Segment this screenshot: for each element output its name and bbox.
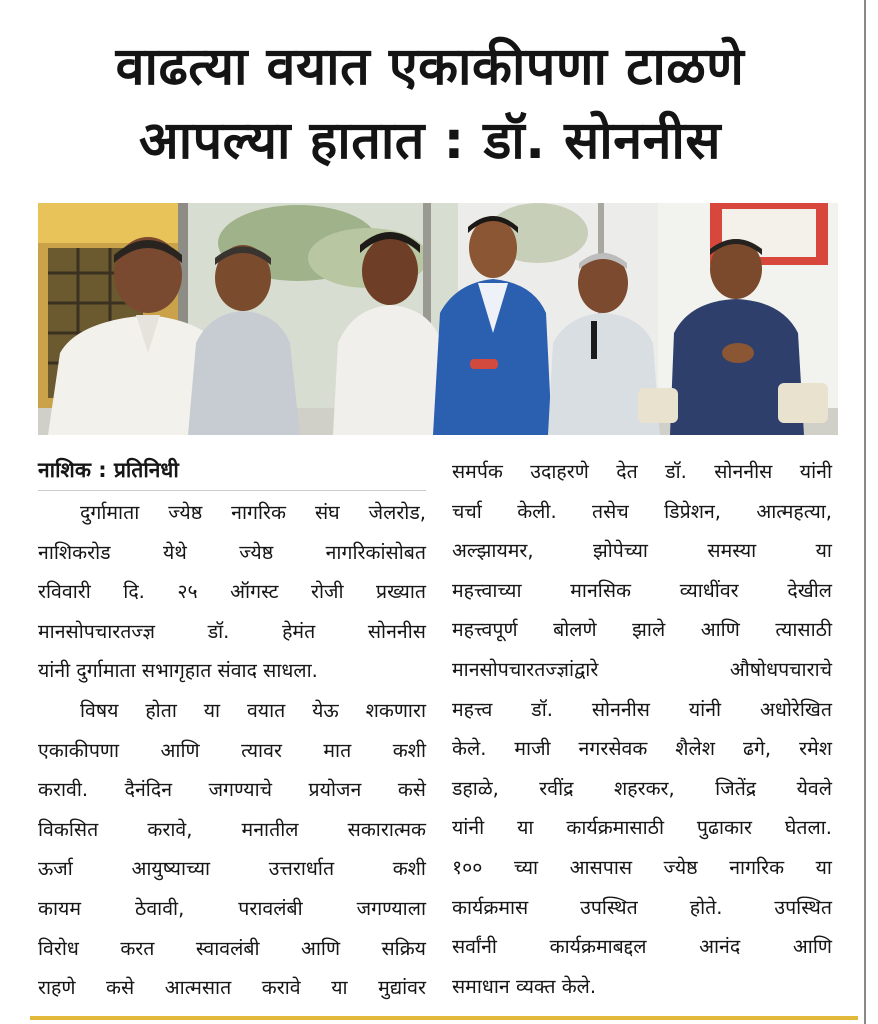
article-line: विषय होता या वयात येऊ शकणारा (80, 698, 426, 722)
article-line: समाधान व्यक्त केले. (452, 974, 597, 998)
article-line: एकाकीपणा आणि त्यावर मात कशी (38, 738, 426, 762)
bottom-gold-rule (30, 1016, 858, 1020)
article-line: विकसित करावे, मनातील सकारात्मक (38, 817, 426, 841)
dateline-rule (38, 490, 426, 491)
article-line: मानसोपचारतज्ज्ञांद्वारे औषोधपचाराचे (452, 657, 832, 681)
article-line: नाशिकरोड येथे ज्येष्ठ नागरिकांसोबत (38, 540, 426, 564)
article-line: रविवारी दि. २५ ऑगस्ट रोजी प्रख्यात (38, 580, 426, 604)
headline-line-1: वाढत्या वयात एकाकीपणा टाळणे (115, 37, 745, 97)
article-line: यांनी या कार्यक्रमासाठी पुढाकार घेतला. (452, 816, 832, 840)
column-divider-rule (864, 0, 866, 1024)
article-line: विरोध करत स्वावलंबी आणि सक्रिय (38, 936, 426, 960)
article-line: महत्त्वाच्या मानसिक व्याधींवर देखील (452, 578, 832, 602)
dateline: नाशिक : प्रतिनिधी (38, 458, 179, 482)
article-line: करावी. दैनंदिन जगण्याचे प्रयोजन कसे (38, 778, 426, 802)
article-column-right (452, 452, 832, 1006)
news-photo (38, 203, 838, 435)
article-line: समर्पक उदाहरणे देत डॉ. सोननीस यांनी (452, 460, 832, 483)
photo-illustration (38, 203, 838, 435)
article-line: मानसोपचारतज्ज्ञ डॉ. हेमंत सोननीस (38, 619, 426, 643)
article-line: राहणे कसे आत्मसात करावे या मुद्यांवर (38, 976, 426, 1000)
article-line: अल्झायमर, झोपेच्या समस्या या (452, 539, 832, 563)
article-line: महत्त्व डॉ. सोननीस यांनी अधोरेखित (452, 697, 832, 721)
article-line: दुर्गामाता ज्येष्ठ नागरिक संघ जेलरोड, (80, 501, 426, 524)
article-line: यांनी दुर्गामाता सभागृहात संवाद साधला. (38, 659, 318, 683)
article-line: १०० च्या आसपास ज्येष्ठ नागरिक या (452, 855, 832, 879)
headline-line-2: आपल्या हातात : डॉ. सोननीस (138, 111, 722, 171)
article-line: कायम ठेवावी, परावलंबी जगण्याला (38, 896, 426, 920)
article-line: सर्वांनी कार्यक्रमाबद्दल आनंद आणि (452, 935, 832, 959)
article-line: केले. माजी नगरसेवक शैलेश ढगे, रमेश (452, 737, 832, 761)
article-line: कार्यक्रमास उपस्थित होते. उपस्थित (452, 895, 832, 919)
article-column-left (38, 452, 426, 1008)
headline (30, 30, 830, 178)
article-line: चर्चा केली. तसेच डिप्रेशन, आत्महत्या, (452, 499, 832, 523)
article-line: डहाळे, रवींद्र शहरकर, जितेंद्र येवले (452, 776, 832, 800)
article-line: ऊर्जा आयुष्याच्या उत्तरार्धात कशी (38, 857, 426, 881)
article-line: महत्त्वपूर्ण बोलणे झाले आणि त्यासाठी (452, 618, 832, 642)
